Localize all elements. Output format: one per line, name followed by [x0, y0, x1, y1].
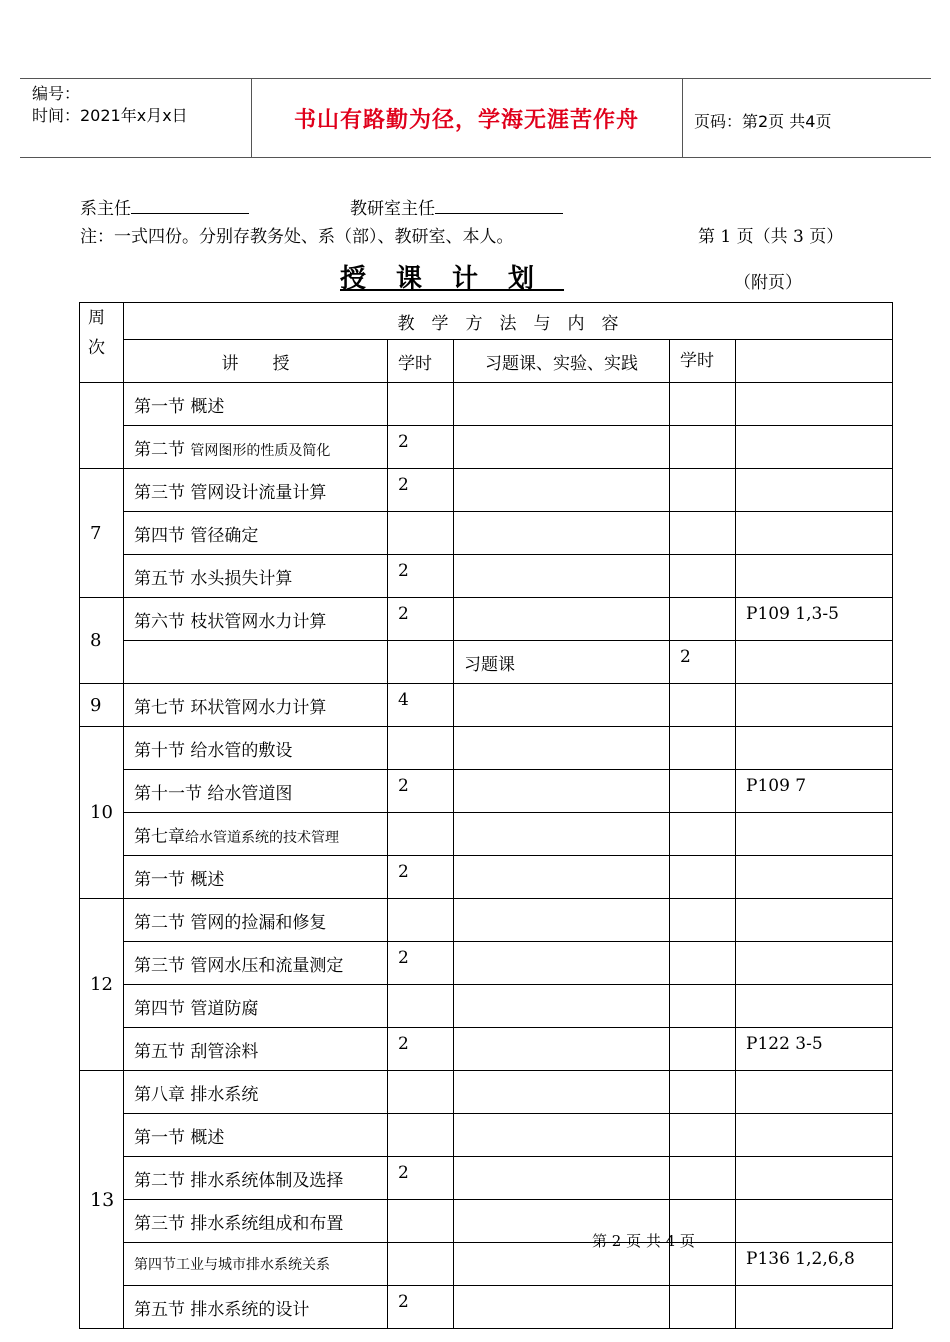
hours2-cell [670, 383, 736, 426]
hours-cell: 2 [388, 598, 454, 641]
note-cell [736, 469, 893, 512]
note-cell [736, 813, 893, 856]
page-label: 页码：第2页 共4页 [694, 112, 832, 131]
note-cell [736, 426, 893, 469]
week-cell: 7 [80, 469, 124, 598]
number-label: 编号： [32, 84, 81, 103]
hours-cell [388, 1114, 454, 1157]
lecture-cell: 第十节 给水管的敷设 [124, 727, 388, 770]
hours-cell [388, 813, 454, 856]
lecture-cell: 第六节 枝状管网水力计算 [124, 598, 388, 641]
week-cell: 13 [80, 1071, 124, 1329]
practice-cell: 习题课 [454, 641, 670, 684]
note-cell [736, 727, 893, 770]
note-cell [736, 684, 893, 727]
hours-cell: 2 [388, 942, 454, 985]
header-divider [682, 79, 683, 157]
week-header: 周次 [80, 303, 124, 383]
hours2-cell [670, 469, 736, 512]
hours-cell: 2 [388, 856, 454, 899]
note-cell [736, 1071, 893, 1114]
practice-cell [454, 899, 670, 942]
page-title: 授课计划 [340, 264, 565, 294]
practice-cell [454, 383, 670, 426]
week-cell: 8 [80, 598, 124, 684]
practice-cell [454, 1071, 670, 1114]
lecture-cell: 第二节 管网的捡漏和修复 [124, 899, 388, 942]
lecture-cell: 第八章 排水系统 [124, 1071, 388, 1114]
lecture-cell [124, 813, 388, 856]
hours-cell: 2 [388, 770, 454, 813]
slogan: 书山有路勤为径，学海无涯苦作舟 [293, 108, 639, 133]
lecture-cell: 第十一节 给水管道图 [124, 770, 388, 813]
note-header [736, 340, 893, 383]
dept-head-label: 系主任 [80, 199, 131, 219]
hours2-cell [670, 598, 736, 641]
lecture-cell: 第一节 概述 [124, 383, 388, 426]
signature-blank [131, 199, 249, 214]
hours-cell [388, 1243, 454, 1286]
page-of: 第 1 页（共 3 页） [698, 227, 844, 247]
week-cell: 12 [80, 899, 124, 1071]
method-header: 教 学 方 法 与 内 容 [124, 303, 893, 340]
hours-cell: 2 [388, 469, 454, 512]
hours-cell: 2 [388, 555, 454, 598]
lecture-cell [124, 641, 388, 684]
hours-cell [388, 985, 454, 1028]
hours2-cell: 2 [670, 641, 736, 684]
office-head-label: 教研室主任 [350, 199, 435, 219]
hours-cell: 2 [388, 1157, 454, 1200]
week-cell: 9 [80, 684, 124, 727]
lecture-cell: 第一节 概述 [124, 1114, 388, 1157]
hours-cell [388, 383, 454, 426]
lecture-prefix: 第二节 [134, 439, 191, 460]
practice-cell [454, 1028, 670, 1071]
practice-cell [454, 727, 670, 770]
practice-cell [454, 985, 670, 1028]
note-cell [736, 1114, 893, 1157]
time-label: 时间：2021年x月x日 [32, 106, 188, 125]
hours2-cell [670, 942, 736, 985]
note-cell: P109 1,3-5 [736, 598, 893, 641]
lecture-cell: 第二节 排水系统体制及选择 [124, 1157, 388, 1200]
hours2-cell [670, 1114, 736, 1157]
practice-cell [454, 813, 670, 856]
hours-cell [388, 1071, 454, 1114]
hours2-cell [670, 684, 736, 727]
practice-cell [454, 856, 670, 899]
hours-cell [388, 899, 454, 942]
practice-cell [454, 512, 670, 555]
hours-header: 学时 [388, 340, 454, 383]
practice-cell [454, 1286, 670, 1329]
hours-cell [388, 727, 454, 770]
lecture-cell: 第三节 管网水压和流量测定 [124, 942, 388, 985]
lecture-cell: 第四节 管道防腐 [124, 985, 388, 1028]
teaching-plan-table [79, 302, 893, 1329]
note-cell [736, 1200, 893, 1243]
practice-cell [454, 942, 670, 985]
hours-cell: 4 [388, 684, 454, 727]
practice-cell [454, 598, 670, 641]
week-cell: 10 [80, 727, 124, 899]
hours2-cell [670, 813, 736, 856]
hours2-cell [670, 899, 736, 942]
lecture-cell: 第一节 概述 [124, 856, 388, 899]
office-head-line [350, 194, 563, 219]
note-cell [736, 1286, 893, 1329]
note-cell [736, 856, 893, 899]
practice-cell [454, 770, 670, 813]
practice-header: 习题课、实验、实践 [454, 340, 670, 383]
hours2-cell [670, 1286, 736, 1329]
practice-cell [454, 1114, 670, 1157]
hours2-cell [670, 1028, 736, 1071]
practice-cell [454, 684, 670, 727]
lecture-cell: 第四节 管径确定 [124, 512, 388, 555]
practice-cell [454, 426, 670, 469]
note-cell: P109 7 [736, 770, 893, 813]
note-cell [736, 641, 893, 684]
lecture-cell: 第三节 管网设计流量计算 [124, 469, 388, 512]
lecture-text: 给水管道系统的技术管理 [185, 829, 339, 846]
hours2-header: 学时 [670, 340, 736, 383]
practice-cell [454, 469, 670, 512]
note-cell: P136 1,2,6,8 [736, 1243, 893, 1286]
hours-cell: 2 [388, 1028, 454, 1071]
note-cell [736, 1157, 893, 1200]
week-cell [80, 383, 124, 469]
hours2-cell [670, 1157, 736, 1200]
note-cell: P122 3-5 [736, 1028, 893, 1071]
lecture-cell: 第七节 环状管网水力计算 [124, 684, 388, 727]
hours-cell: 2 [388, 1286, 454, 1329]
lecture-cell: 第三节 排水系统组成和布置 [124, 1200, 388, 1243]
note-cell [736, 899, 893, 942]
hours2-cell [670, 856, 736, 899]
note-cell [736, 383, 893, 426]
header-meta [32, 83, 188, 127]
dept-head-line [80, 194, 249, 219]
distribution-note: 注：一式四份。分别存教务处、系（部）、教研室、本人。 [80, 227, 514, 247]
document-header [20, 78, 931, 158]
lecture-cell: 第五节 排水系统的设计 [124, 1286, 388, 1329]
practice-cell [454, 555, 670, 598]
hours-cell [388, 1200, 454, 1243]
signature-blank [435, 199, 563, 214]
note-cell [736, 985, 893, 1028]
hours-cell [388, 512, 454, 555]
lecture-text: 管网图形的性质及简化 [190, 442, 331, 459]
lecture-header: 讲 授 [124, 340, 388, 383]
lecture-cell: 第五节 水头损失计算 [124, 555, 388, 598]
note-cell [736, 942, 893, 985]
hours2-cell [670, 770, 736, 813]
hours-cell [388, 641, 454, 684]
note-cell [736, 512, 893, 555]
page-footer: 第 2 页 共 4 页 [592, 1232, 695, 1250]
hours2-cell [670, 426, 736, 469]
hours2-cell [670, 555, 736, 598]
hours-cell: 2 [388, 426, 454, 469]
hours2-cell [670, 512, 736, 555]
hours2-cell [670, 1071, 736, 1114]
practice-cell [454, 1157, 670, 1200]
lecture-cell [124, 426, 388, 469]
note-cell [736, 555, 893, 598]
appendix-label: （附页） [734, 273, 802, 293]
hours2-cell [670, 985, 736, 1028]
lecture-cell: 第五节 刮管涂料 [124, 1028, 388, 1071]
lecture-cell: 第四节工业与城市排水系统关系 [124, 1243, 388, 1286]
lecture-prefix: 第七章 [134, 826, 185, 847]
hours2-cell [670, 727, 736, 770]
